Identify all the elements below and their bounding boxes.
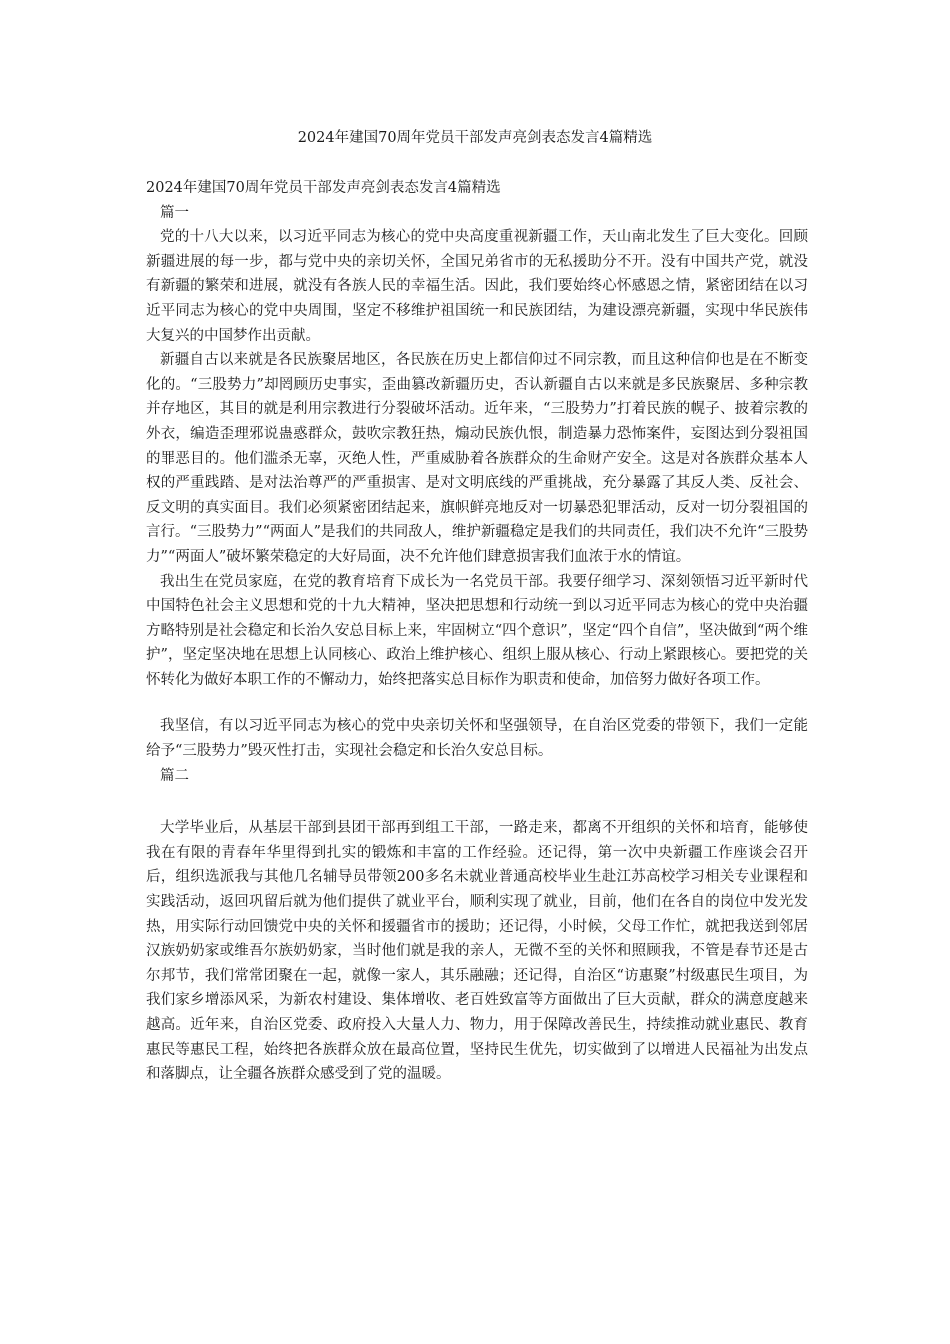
paragraph: 我出生在党员家庭，在党的教育培育下成长为一名党员干部。我要仔细学习、深刻领悟习近平新时代中国特色社会主义思想和党的十九大精神，坚决把思想和行动统一到以习近平同志为核心的党中央治疆方略特别是社会稳定和长治久安总目标上来，牢固树立“四个意识”，坚定“四个自信”，坚决做到“两个维护”，坚定坚决地在思想上认同核心、政治上维护核心、组织上服从核心、行动上紧跟核心。要把党的关怀转化为做好本职工作的不懈动力，始终把落实总目标作为职责和使命，加倍努力做好各项工作。 — [146, 573, 808, 688]
paragraph: 党的十八大以来，以习近平同志为核心的党中央高度重视新疆工作，天山南北发生了巨大变化。回顾新疆进展的每一步，都与党中央的亲切关怀，全国兄弟省市的无私援助分不开。没有中国共产党，就没有新疆的繁荣和进展，就没有各族人民的幸福生活。因此，我们要始终心怀感恩之情，紧密团结在以习近平同志为核心的党中央周围，坚定不移维护祖国统一和民族团结，为建设漂亮新疆，实现中华民族伟大复兴的中国梦作出贡献。 — [146, 229, 808, 344]
paragraph: 新疆自古以来就是各民族聚居地区，各民族在历史上都信仰过不同宗教，而且这种信仰也是在不断变化的。“三股势力”却罔顾历史事实，歪曲篡改新疆历史，否认新疆自古以来就是多民族聚居、多种宗教并存地区，其目的就是利用宗教进行分裂破坏活动。近年来，“三股势力”打着民族的幌子、披着宗教的外衣，编造歪理邪说蛊惑群众，鼓吹宗教狂热，煽动民族仇恨，制造暴力恐怖案件，妄图达到分裂祖国的罪恶目的。他们滥杀无辜，灭绝人性，严重威胁着各族群众的生命财产安全。这是对各族群众基本人权的严重践踏、是对法治尊严的严重损害、是对文明底线的严重挑战，充分暴露了其反人类、反社会、反文明的真实面目。我们必须紧密团结起来，旗帜鲜亮地反对一切暴恐犯罪活动，反对一切分裂祖国的言行。“三股势力”“两面人”是我们的共同敌人，维护新疆稳定是我们的共同责任，我们决不允许“三股势力”“两面人”破坏繁荣稳定的大好局面，决不允许他们肆意损害我们血浓于水的情谊。 — [146, 352, 808, 565]
document-body — [146, 176, 808, 1087]
paragraph: 我坚信，有以习近平同志为核心的党中央亲切关怀和坚强领导，在自治区党委的带领下，我们一定能给予“三股势力”毁灭性打击，实现社会稳定和长治久安总目标。 — [146, 718, 808, 760]
section-label-1: 篇一 — [160, 204, 189, 221]
section-label-2: 篇二 — [160, 767, 189, 784]
paragraph-spacer — [146, 788, 808, 816]
paragraph-spacer — [146, 692, 808, 714]
document-subtitle: 2024年建国70周年党员干部发声亮剑表态发言4篇精选 — [146, 180, 501, 196]
document-title: 2024年建国70周年党员干部发声亮剑表态发言4篇精选 — [297, 130, 653, 146]
paragraph: 大学毕业后，从基层干部到县团干部再到组工干部，一路走来，都离不开组织的关怀和培育，能够使我在有限的青春年华里得到扎实的锻炼和丰富的工作经验。还记得，第一次中央新疆工作座谈会召开后，组织选派我与其他几名辅导员带领200多名未就业普通高校毕业生赴江苏高校学习相关专业课程和实践活动，返回巩留后就为他们提供了就业平台，顺利实现了就业，目前，他们在各自的岗位中发光发热，用实际行动回馈党中央的关怀和援疆省市的援助；还记得，小时候，父母工作忙，就把我送到邻居汉族奶奶家或维吾尔族奶奶家，当时他们就是我的亲人，无微不至的关怀和照顾我，不管是春节还是古尔邦节，我们常常团聚在一起，就像一家人，其乐融融；还记得，自治区“访惠聚”村级惠民生项目，为我们家乡增添风采，为新农村建设、集体增收、老百姓致富等方面做出了巨大贡献，群众的满意度越来越高。近年来，自治区党委、政府投入大量人力、物力，用于保障改善民生，持续推动就业惠民、教育惠民等惠民工程，始终把各族群众放在最高位置，坚持民生优先，切实做到了以增进人民福祉为出发点和落脚点，让全疆各族群众感受到了党的温暖。 — [146, 820, 808, 1083]
